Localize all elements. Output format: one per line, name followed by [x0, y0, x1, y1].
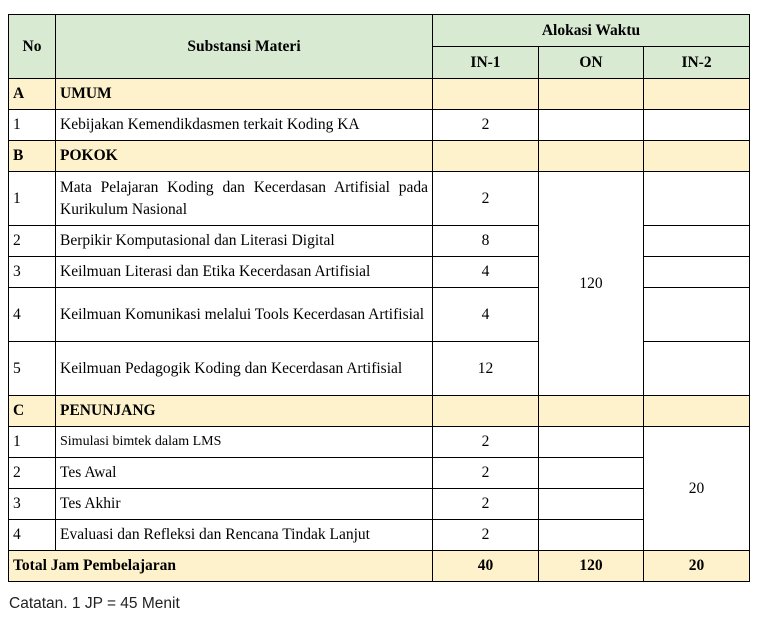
row-no: 2 — [9, 458, 56, 489]
section-row-umum — [9, 79, 750, 110]
table-row — [9, 172, 750, 226]
row-text: Keilmuan Literasi dan Etika Kecerdasan Artifisial — [56, 257, 433, 288]
header-alokasi: Alokasi Waktu — [433, 15, 750, 47]
header-in1: IN-1 — [433, 47, 539, 79]
row-no: 1 — [9, 172, 56, 226]
section-row-pokok — [9, 141, 750, 172]
header-on: ON — [539, 47, 644, 79]
row-no: 3 — [9, 489, 56, 520]
row-in1: 4 — [433, 288, 539, 342]
row-text: Simulasi bimtek dalam LMS — [56, 427, 433, 458]
row-in1: 2 — [433, 172, 539, 226]
row-text: Kebijakan Kemendikdasmen terkait Koding KA — [56, 110, 433, 141]
row-no: 5 — [9, 342, 56, 396]
row-in1: 2 — [433, 110, 539, 141]
row-in1: 2 — [433, 489, 539, 520]
section-title: POKOK — [56, 141, 433, 172]
row-text: Berpikir Komputasional dan Literasi Digital — [56, 226, 433, 257]
row-in1: 8 — [433, 226, 539, 257]
row-text: Keilmuan Komunikasi melalui Tools Kecerdasan Artifisial — [56, 288, 433, 342]
row-in1: 4 — [433, 257, 539, 288]
total-in2: 20 — [644, 551, 750, 582]
section-code: A — [9, 79, 56, 110]
table-row — [9, 110, 750, 141]
row-text: Tes Awal — [56, 458, 433, 489]
section-row-penunjang — [9, 396, 750, 427]
section-title: UMUM — [56, 79, 433, 110]
section-code: B — [9, 141, 56, 172]
section-title: PENUNJANG — [56, 396, 433, 427]
total-in1: 40 — [433, 551, 539, 582]
penunjang-in2-merged: 20 — [644, 427, 750, 551]
total-row — [9, 551, 750, 582]
row-in1: 2 — [433, 427, 539, 458]
row-text: Keilmuan Pedagogik Koding dan Kecerdasan Artifisial — [56, 342, 433, 396]
footnote: Catatan. 1 JP = 45 Menit — [9, 595, 180, 612]
curriculum-table — [8, 14, 750, 582]
pokok-on-merged: 120 — [539, 172, 644, 396]
table-row — [9, 427, 750, 458]
header-substansi: Substansi Materi — [56, 15, 433, 79]
table-row — [9, 489, 750, 520]
header-in2: IN-2 — [644, 47, 750, 79]
row-in1: 2 — [433, 520, 539, 551]
row-no: 4 — [9, 288, 56, 342]
row-text: Evaluasi dan Refleksi dan Rencana Tindak Lanjut — [56, 520, 433, 551]
row-text: Tes Akhir — [56, 489, 433, 520]
table-row — [9, 520, 750, 551]
total-on: 120 — [539, 551, 644, 582]
row-no: 2 — [9, 226, 56, 257]
row-no: 4 — [9, 520, 56, 551]
row-no: 1 — [9, 427, 56, 458]
row-in1: 12 — [433, 342, 539, 396]
row-no: 3 — [9, 257, 56, 288]
row-text: Mata Pelajaran Koding dan Kecerdasan Artifisial pada Kurikulum Nasional — [56, 172, 433, 226]
total-label: Total Jam Pembelajaran — [9, 551, 433, 582]
row-in1: 2 — [433, 458, 539, 489]
section-code: C — [9, 396, 56, 427]
row-no: 1 — [9, 110, 56, 141]
header-no: No — [9, 15, 56, 79]
table-row — [9, 458, 750, 489]
